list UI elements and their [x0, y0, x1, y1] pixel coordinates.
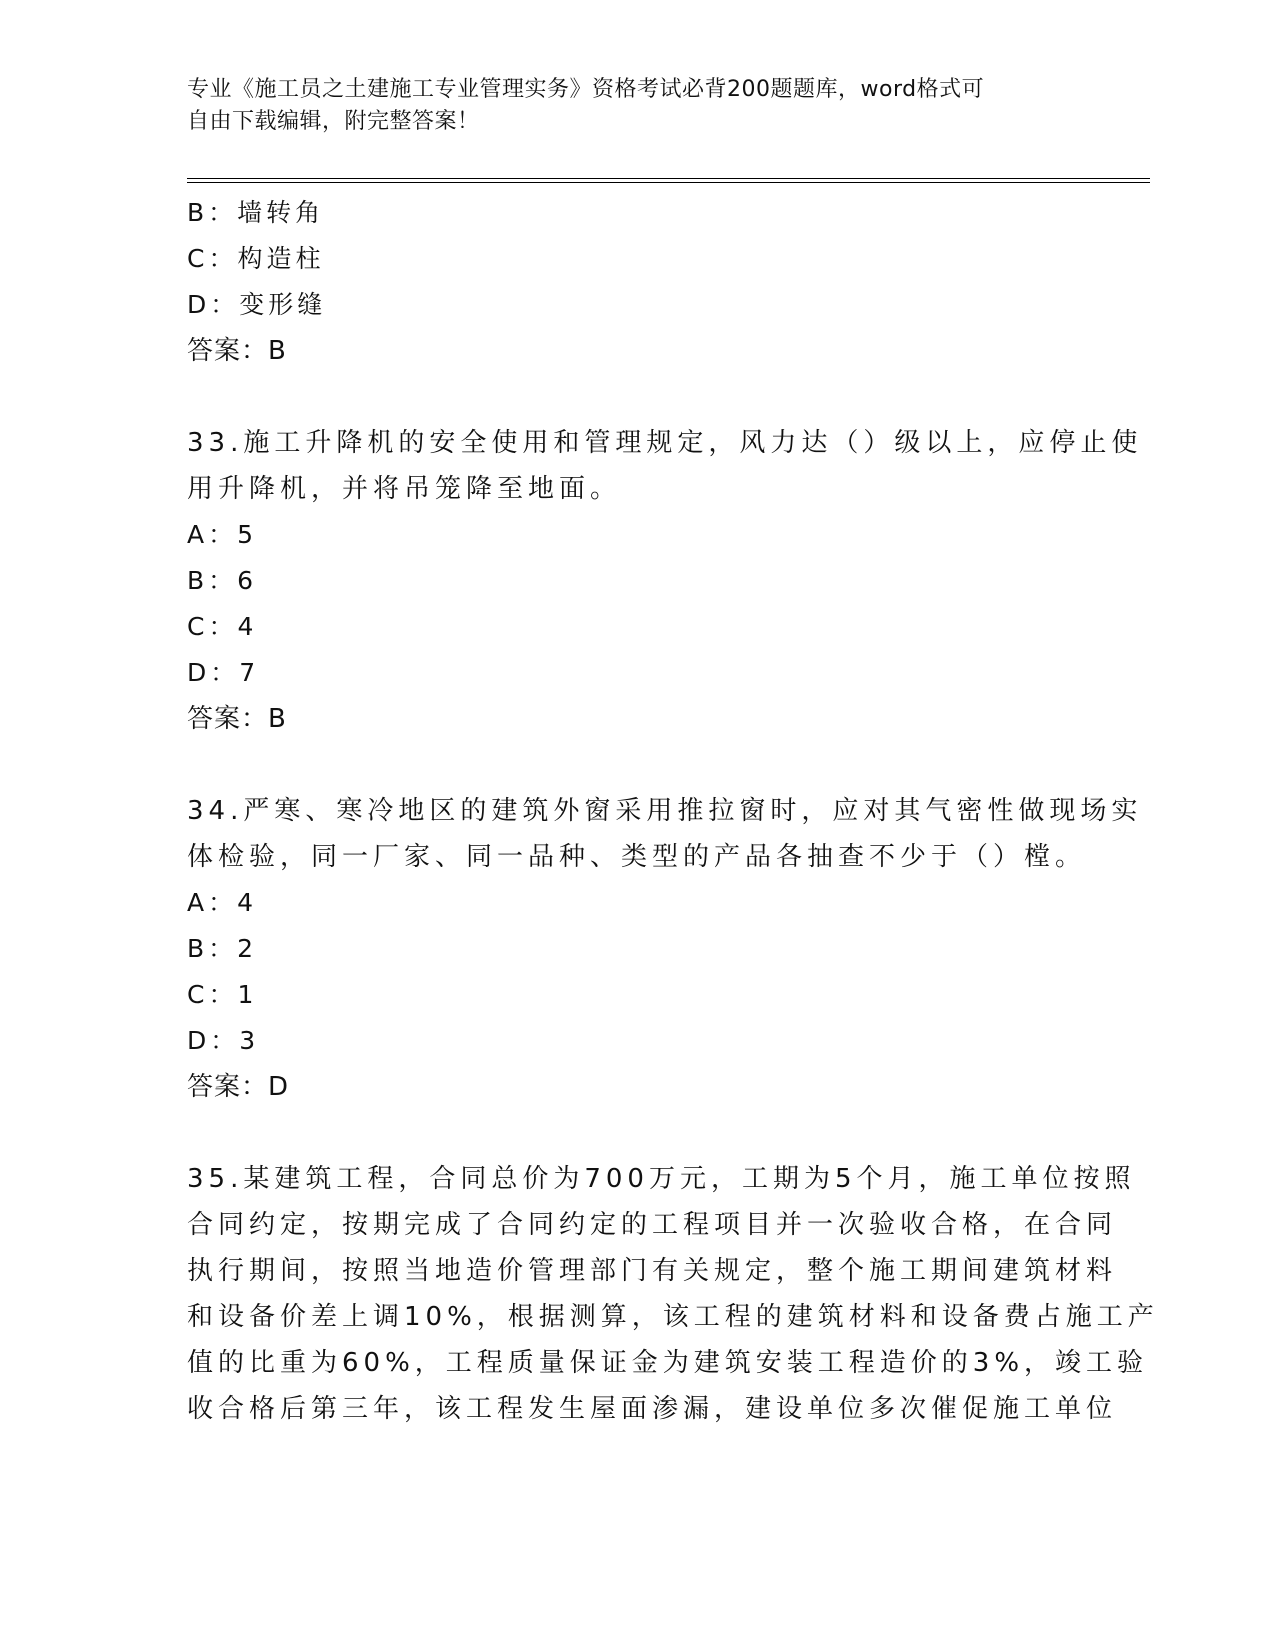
- option-b: B：2: [187, 934, 258, 963]
- page-header: [187, 74, 1067, 138]
- answer-line: 答案：D: [187, 1072, 290, 1102]
- option-d: D：7: [187, 658, 260, 687]
- header-line-2: 自由下载编辑，附完整答案！: [187, 109, 480, 134]
- spacer: [187, 1110, 1087, 1156]
- question-text-line: 值的比重为60%，工程质量保证金为建筑安装工程造价的3%，竣工验: [187, 1348, 1149, 1378]
- header-line-1: 专业《施工员之土建施工专业管理实务》资格考试必背200题题库，word格式可: [187, 77, 985, 102]
- question-text-line: 体检验，同一厂家、同一品种、类型的产品各抽查不少于（）樘。: [187, 842, 1087, 872]
- option-a: A：4: [187, 888, 258, 917]
- option-d: D：变形缝: [187, 290, 327, 319]
- option-c: C：4: [187, 612, 258, 641]
- question-list: [187, 190, 1159, 1432]
- option-a: A：5: [187, 520, 258, 549]
- spacer: [187, 742, 1087, 788]
- answer-line: 答案：B: [187, 336, 287, 366]
- question-text-line: 收合格后第三年，该工程发生屋面渗漏，建设单位多次催促施工单位: [187, 1394, 1118, 1424]
- answer-line: 答案：B: [187, 704, 287, 734]
- question-text-line: 和设备价差上调10%，根据测算，该工程的建筑材料和设备费占施工产: [187, 1302, 1159, 1332]
- question-33-stem: [187, 420, 1143, 512]
- question-35-stem: [187, 1156, 1159, 1432]
- header-divider-bottom: [187, 182, 1150, 183]
- question-34-stem: [187, 788, 1143, 880]
- question-text-line: 35.某建筑工程，合同总价为700万元，工期为5个月，施工单位按照: [187, 1164, 1136, 1194]
- option-b: B：6: [187, 566, 258, 595]
- option-c: C：构造柱: [187, 244, 325, 273]
- question-text-line: 合同约定，按期完成了合同约定的工程项目并一次验收合格，在合同: [187, 1210, 1118, 1240]
- question-text-line: 33.施工升降机的安全使用和管理规定，风力达（）级以上，应停止使: [187, 428, 1143, 458]
- question-text-line: 用升降机，并将吊笼降至地面。: [187, 474, 622, 504]
- option-b: B：墙转角: [187, 198, 325, 227]
- header-divider-top: [187, 178, 1150, 179]
- option-c: C：1: [187, 980, 258, 1009]
- question-text-line: 执行期间，按照当地造价管理部门有关规定，整个施工期间建筑材料: [187, 1256, 1118, 1286]
- spacer: [187, 374, 1087, 420]
- option-d: D：3: [187, 1026, 260, 1055]
- question-text-line: 34.严寒、寒冷地区的建筑外窗采用推拉窗时，应对其气密性做现场实: [187, 796, 1143, 826]
